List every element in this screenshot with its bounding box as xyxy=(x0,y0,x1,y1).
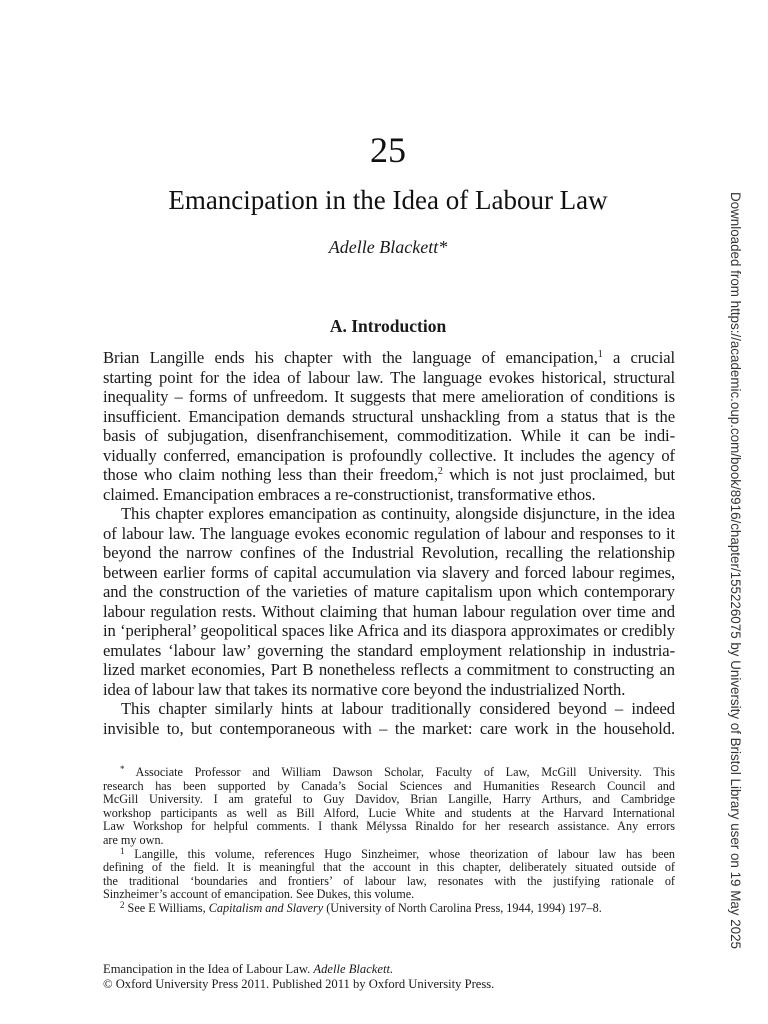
footnote-line: the traditional ‘boundaries and frontiers’ of labour law, resonates with the justifying rationale of xyxy=(103,873,675,888)
footnote-marker: 1 xyxy=(120,845,125,856)
footnote-line: $^1$ Langille, this volume, references Hugo Sinzheimer, whose theorization of labour law has been xyxy=(120,845,675,861)
body-line: those who claim nothing less than their freedom,$^2$ which is not just proclaimed, but xyxy=(103,465,675,484)
body-line: starting point for the idea of labour law. The language evokes historical, structural xyxy=(103,367,675,387)
footnote-line: * Associate Professor and William Dawson Scholar, Faculty of Law, McGill University. This xyxy=(120,764,675,779)
body-line: between earlier forms of capital accumulation via slavery and forced labour regimes, xyxy=(103,562,675,582)
footnote-line: are my own. xyxy=(103,832,164,847)
body-line: vidually conferred, emancipation is profoundly collective. It includes the agency of xyxy=(103,445,675,465)
body-line: inequality – forms of unfreedom. It suggests that mere amelioration of conditions is xyxy=(103,387,675,406)
footnote-line: Sinzheimer’s account of emancipation. See Dukes, this volume. xyxy=(103,887,415,902)
body-line: lized market economies, Part B nonetheless reflects a commitment to constructing an xyxy=(103,660,675,679)
body-line: This chapter similarly hints at labour traditionally considered beyond – indeed xyxy=(121,699,675,718)
body-line: in ‘peripheral’ geopolitical spaces like Africa and its diaspora approximates or credibly xyxy=(103,621,675,640)
footnote-marker: * xyxy=(120,764,125,774)
download-watermark-text: Downloaded from https://academic.oup.com/book/8916/chapter/155226075 by University of Bristol Library user on 19 May 2025 xyxy=(728,192,743,949)
body-line: idea of labour law that takes its normative core beyond the industrialized North. xyxy=(103,679,626,699)
footnote-line: defining of the field. It is meaningful that the account in this chapter, deliberately situated outside of xyxy=(103,860,675,875)
citation-author: Adelle Blackett. xyxy=(313,962,394,976)
body-line: labour regulation rests. Without claiming that human labour regulation over time and xyxy=(103,601,675,621)
footnote-line: research has been supported by Canada’s Social Sciences and Humanities Research Council and xyxy=(103,778,675,793)
footnotes xyxy=(103,766,675,916)
footnote-line: Law Workshop for helpful comments. I thank Mélyssa Rinaldo for her research assistance. Any errors xyxy=(103,819,675,834)
body-line: invisible to, but contemporaneous with – the market: care work in the household. xyxy=(103,718,675,738)
body-line: basis of subjugation, disenfranchisement, commoditization. While it can be indi- xyxy=(103,426,675,445)
footnote-line: McGill University. I am grateful to Guy Davidov, Brian Langille, Harry Arthurs, and Cambridge xyxy=(103,792,675,807)
footnote-ref[interactable]: 2 xyxy=(437,466,443,477)
body-line: emulates ‘labour law’ governing the standard employment relationship in industria- xyxy=(103,640,675,660)
body-line: claimed. Emancipation embraces a re-constructionist, transformative ethos. xyxy=(103,484,596,504)
chapter-author: Adelle Blackett* xyxy=(328,237,448,257)
citation-line: Emancipation in the Idea of Labour Law. Adelle Blackett. xyxy=(103,962,394,976)
section-heading: A. Introduction xyxy=(329,316,447,336)
body-line: of labour law. The language evokes economic regulation of labour and responses to it xyxy=(103,523,675,543)
citation xyxy=(103,962,623,992)
footnote-marker: 2 xyxy=(120,899,125,910)
body-text xyxy=(103,348,675,738)
body-line: Brian Langille ends his chapter with the language of emancipation,$^1$ a crucial xyxy=(103,348,675,367)
chapter-number: 25 xyxy=(370,130,406,170)
cited-book-title: Capitalism and Slavery xyxy=(208,900,324,915)
chapter-title: Emancipation in the Idea of Labour Law xyxy=(168,185,608,215)
body-line: insufficient. Emancipation demands structural unshackling from a status that is the xyxy=(103,406,675,426)
footnote-line: $^2$ See E Williams, Capitalism and Slavery (University of North Carolina Press, 1944, 1994) 197–8. xyxy=(120,899,602,915)
body-line: This chapter explores emancipation as continuity, alongside disjuncture, in the idea xyxy=(121,504,675,523)
footnote-line: workshop participants as well as Bill Alford, Lucie White and students at the Harvard International xyxy=(103,805,675,820)
body-line: beyond the narrow confines of the Industrial Revolution, recalling the relationship xyxy=(103,543,675,562)
footnote-ref[interactable]: 1 xyxy=(597,349,603,360)
body-line: and the construction of the varieties of mature capitalism upon which contemporary xyxy=(103,582,675,601)
download-watermark xyxy=(726,192,744,949)
copyright-line: © Oxford University Press 2011. Published 2011 by Oxford University Press. xyxy=(103,977,495,991)
